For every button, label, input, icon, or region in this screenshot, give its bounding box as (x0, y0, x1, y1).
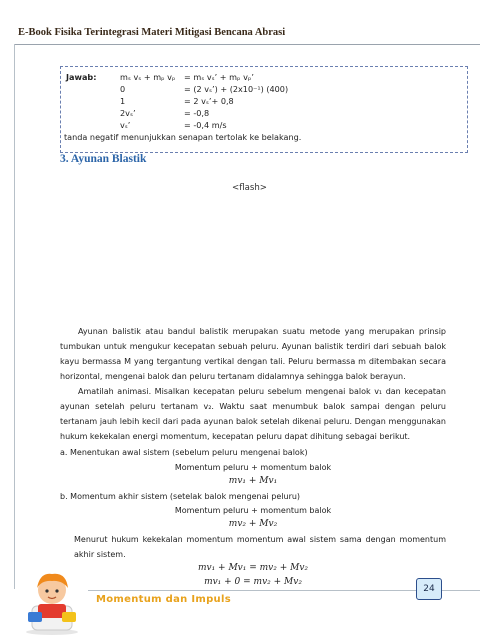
paragraph-animation: Amatilah animasi. Misalkan kecepatan peluru sebelum mengenai balok v₁ dan kecepatan ayunan setelah peluru tertanam v₂. Waktu saat menumbuk balok sampai dengan peluru tertanam jauh lebih kecil dari pada ayunan balok setelah dikenai peluru. Dengan menggunakan hukum kekekalan energi momentum, kecepatan peluru dapat dihitung sebagai berikut. (60, 387, 446, 441)
item-b-equation: mv₂ + Mv₂ (228, 519, 278, 529)
answer-row-right: = -0,4 m/s (184, 120, 227, 130)
answer-row-left: 0 (120, 84, 126, 94)
answer-row-right: = mₛ vₛ’ + mₚ vₚ’ (184, 72, 254, 82)
list-item-a: a. Menentukan awal sistem (sebelum peluru mengenai balok) (60, 448, 308, 457)
answer-conclusion: tanda negatif menunjukkan senapan tertolak ke belakang. (64, 132, 302, 142)
item-a-text: Momentum peluru + momentum balok (174, 463, 332, 472)
item-a-equation: mv₁ + Mv₁ (228, 476, 278, 486)
answer-row-left: vₛ’ (120, 120, 131, 130)
item-b-text: Momentum peluru + momentum balok (174, 506, 332, 515)
student-mascot-illustration (18, 568, 88, 636)
answer-row-left: mₛ vₛ + mₚ vₚ (120, 72, 176, 82)
header-divider (14, 44, 480, 45)
answer-row-left: 1 (120, 96, 126, 106)
left-margin-line (14, 44, 15, 589)
section-title: 3. Ayunan Blastik (60, 153, 147, 165)
equation-1: mv₁ + Mv₁ = mv₂ + Mv₂ (197, 563, 309, 573)
answer-row-right: = 2 vₛ’+ 0,8 (184, 96, 234, 106)
answer-row-right: = -0,8 (184, 108, 210, 118)
answer-row-left: 2vₛ’ (120, 108, 136, 118)
page-number-badge: 24 (416, 578, 442, 600)
answer-label: Jawab: (66, 72, 97, 82)
flash-placeholder[interactable]: <flash> (232, 183, 268, 193)
paragraph-intro: Ayunan balistik atau bandul balistik merupakan suatu metode yang merupakan prinsip tumbukan untuk mengukur kecepatan sebuah peluru. Ayunan balistik terdiri dari sebuah balok kayu bermassa M yang tergantung vertikal dengan tali. Peluru bermassa m ditembakan secara horizontal, mengenai balok dan peluru tertanam didalamnya sehingga balok berayun. (60, 327, 446, 381)
answer-row-right: = (2 vₛ’) + (2x10⁻¹) (400) (184, 84, 289, 94)
footer-title: Momentum dan Impuls (96, 594, 231, 605)
paragraph-conservation: Menurut hukum kekekalan momentum momentum awal sistem sama dengan momentum akhir sistem. (74, 535, 446, 559)
ebook-header-title: E-Book Fisika Terintegrasi Materi Mitigasi Bencana Abrasi (18, 27, 286, 38)
equation-2: mv₁ + 0 = mv₂ + Mv₂ (204, 577, 302, 587)
list-item-b: b. Momentum akhir sistem (setelak balok mengenai peluru) (60, 492, 301, 501)
